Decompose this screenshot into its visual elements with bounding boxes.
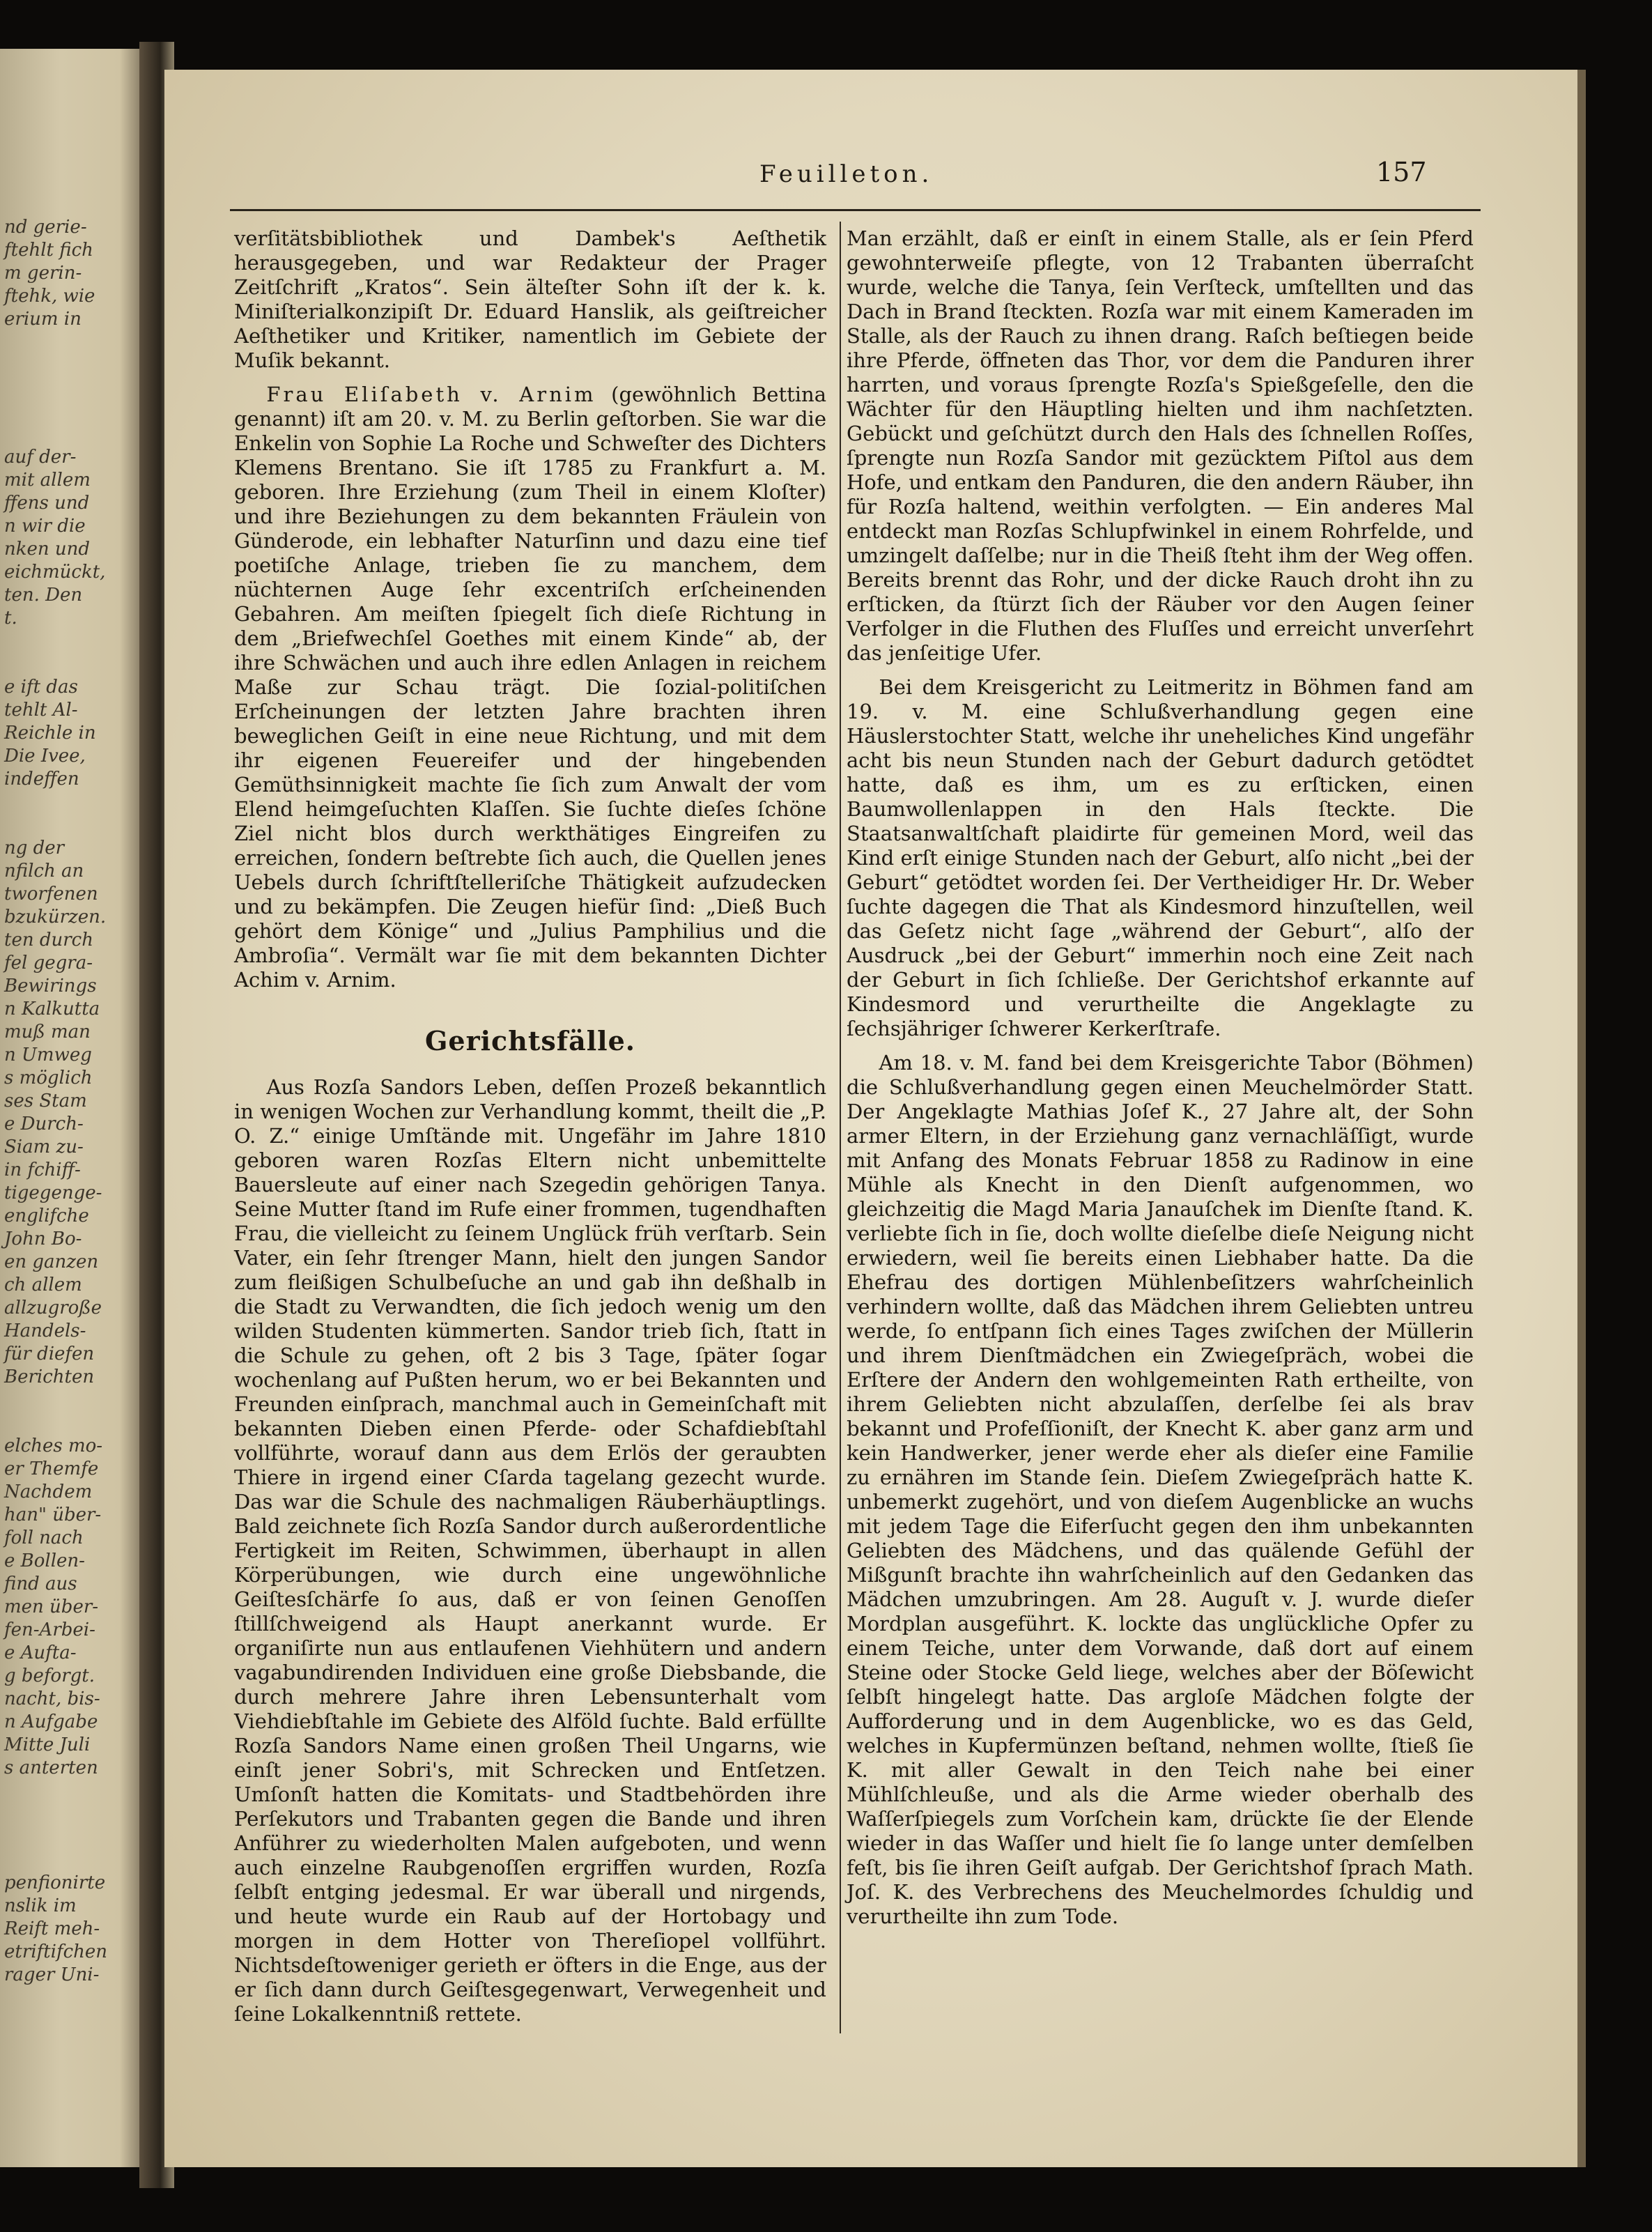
left-page-fragment: find aus (4, 1573, 77, 1594)
left-page-fragment: etriftifchen (4, 1941, 108, 1962)
left-page-fragment: n Aufgabe (4, 1711, 98, 1732)
left-page-fragment: n Kalkutta (4, 999, 100, 1019)
article-leitmeritz-case: Bei dem Kreisgericht zu Leitmeritz in Böhmen fand am 19. v. M. eine Schlußverhandlung gegen eine Häuslerstochter Statt, welche ihr uneheliches Kind ungefähr acht bis neun Stunden nach der Geburt dadurch getödtet hatte, daß es ihm, um es zu erſticken, einen Baumwollenlappen in den Hals ſteckte. Die Staatsanwaltſchaft plaidirte für gemeinen Mord, weil das Kind erſt einige Stunden nach der Geburt, alſo nicht „bei der Geburt“ getödtet worden ſei. Der Vertheidiger Hr. Dr. Weber ſuchte dagegen die That als Kindesmord hinzuſtellen, weil das Geſetz nicht ſage „während der Geburt“, alſo der Ausdruck „bei der Geburt“ immerhin noch eine Zeit nach der Geburt in ſich ſchließe. Der Gerichtshof erkannte auf Kindesmord und verurtheilte die Angeklagte zu ſechsjähriger ſchwerer Kerkerſtrafe. (847, 675, 1474, 1040)
left-page-fragment: John Bo- (4, 1229, 82, 1249)
left-page-fragment: nd gerie- (4, 217, 87, 238)
left-page-fragment: ffens und (4, 493, 90, 514)
left-page-fragment: tworfenen (4, 884, 98, 905)
left-page-fragment: erium in (4, 309, 82, 330)
left-page-fragment: penfionirte (4, 1872, 106, 1893)
left-page-fragment: ten. Den (4, 585, 83, 606)
left-page-fragment: tehlt Al- (4, 700, 78, 721)
left-page-fragment: mit allem (4, 470, 91, 491)
left-page-fragment: eichmückt, (4, 562, 106, 583)
left-column (234, 226, 826, 2026)
left-page-fragment: s möglich (4, 1068, 93, 1088)
left-page-fragment: ftehlt fich (4, 240, 93, 261)
left-page-fragment: fel gegra- (4, 953, 93, 973)
article-arnim-obituary (234, 383, 826, 992)
left-page-fragment: ng der (4, 838, 65, 859)
left-page-fragment: auf der- (4, 447, 77, 468)
running-header-title: Feuilleton. (759, 160, 934, 188)
left-page-fragment: Die Ivee, (4, 746, 86, 767)
left-page-fragment: g beforgt. (4, 1665, 95, 1686)
left-page-fragment: er Themfe (4, 1459, 99, 1479)
left-page-fragment: e ift das (4, 677, 78, 698)
left-page-fragment: nslik im (4, 1895, 77, 1916)
article-hanslik-continuation: verſitätsbibliothek und Dambek's Aeſthetik herausgegeben, und war Redakteur der Prager Zeitſchrift „Kratos“. Sein älteſter Sohn iſt der k. k. Miniſterialkonzipiſt Dr. Eduard Hanslik, als geiſtreicher Aeſthetiker und Kritiker, namentlich im Gebiete der Muſik bekannt. (234, 226, 826, 372)
left-page-fragment: in fchiff- (4, 1160, 81, 1180)
left-page-fragment: allzugroße (4, 1298, 102, 1318)
left-page-fragment: Reift meh- (4, 1918, 100, 1939)
left-page-fragment: ten durch (4, 930, 93, 950)
left-page-fragment: n wir die (4, 516, 86, 537)
left-page-fragment: englifche (4, 1206, 89, 1226)
left-page-fragment: han" über- (4, 1504, 102, 1525)
left-page-fragment: Mitte Juli (4, 1734, 91, 1755)
column-divider (840, 222, 841, 2033)
left-page-fragment: foll nach (4, 1527, 84, 1548)
left-page-fragment: n Umweg (4, 1045, 92, 1065)
left-page-fragment: s anterten (4, 1757, 98, 1778)
left-page-fragment: en ganzen (4, 1252, 99, 1272)
left-page-fragment: tigegenge- (4, 1183, 102, 1203)
left-page-fragment: Reichle in (4, 723, 96, 744)
article-tabor-case: Am 18. v. M. fand bei dem Kreisgerichte Tabor (Böhmen) die Schlußverhandlung gegen einen Meuchelmörder Statt. Der Angeklagte Mathias Joſef K., 27 Jahre alt, der Sohn armer Eltern, in der Erziehung ganz vernachläſſigt, wurde mit Anfang des Monats Februar 1858 zu Radinow in eine Mühle als Knecht in den Dienſt aufgenommen, wo gleichzeitig die Magd Maria Janauſchek im Dienſte ſtand. K. verliebte ſich in ſie, doch wollte dieſelbe dieſe Neigung nicht erwiedern, weil ſie bereits einen Liebhaber hatte. Da die Ehefrau des dortigen Mühlenbeſitzers wahrſcheinlich verhindern wollte, daß das Mädchen ihrem Geliebten untreu werde, ſo entſpann ſich eines Tages zwiſchen der Müllerin und ihrem Dienſtmädchen ein Zwiegeſpräch, wobei die Erſtere der Andern den wohlgemeinten Rath ertheilte, von ihrem Geliebten nicht abzulaſſen, derſelbe ſei als brav bekannt und Profeſſioniſt, der Knecht K. aber ganz arm und kein Handwerker, jener werde eher als dieſer eine Familie zu ernähren im Stande ſein. Dieſem Zwiegeſpräch hatte K. unbemerkt zugehört, und von dieſem Augenblicke an wuchs mit jedem Tage die Eiferſucht gegen den ihm unbekannten Geliebten des Mädchens, und das quälende Gefühl der Mißgunſt brachte ihn wahrſcheinlich auf den Gedanken das Mädchen umzubringen. Am 28. Auguſt v. J. wurde dieſer Mordplan ausgeführt. K. lockte das unglückliche Opfer zu einem Teiche, unter dem Vorwande, daß dort auf einem Steine oder Stocke Geld liege, welches aber der Böſewicht ſelbſt hingelegt hatte. Das argloſe Mädchen folgte der Aufforderung und in dem Augenblicke, wo es das Geld, welches in Kupfermünzen beſtand, nehmen wollte, ſtieß ſie K. mit aller Gewalt in den Teich nahe bei einer Mühlſchleuße, und als die Arme wieder oberhalb des Waſſerſpiegels zum Vorſchein kam, drückte ſie der Elende wieder in das Waſſer und hielt ſie ſo lange unter demſelben feſt, bis ſie ihren Geiſt aufgab. Der Gerichtshof ſprach Math. Joſ. K. des Verbrechens des Meuchelmordes ſchuldig und verurtheilte ihn zum Tode. (847, 1051, 1474, 1928)
left-page-fragment: ftehk, wie (4, 286, 95, 307)
header-rule (230, 209, 1481, 211)
left-page-fragment: ses Stam (4, 1091, 87, 1111)
left-page-fragment: indeffen (4, 769, 79, 790)
article-rozsa-sandor: Aus Rozſa Sandors Leben, deſſen Prozeß bekanntlich in wenigen Wochen zur Verhandlung kommt, theilt die „P. O. Z.“ einige Umſtände mit. Ungefähr im Jahre 1810 geboren waren Rozſas Eltern nicht unbemittelte Bauersleute auf einer nach Szegedin gehörigen Tanya. Seine Mutter ſtand im Rufe einer frommen, tugendhaften Frau, die vielleicht zu ſeinem Unglück früh verſtarb. Sein Vater, ein ſehr ſtrenger Mann, hielt den jungen Sandor zum fleißigen Schulbeſuche an und gab ihn deßhalb in die Stadt zu Verwandten, die ſich jedoch wenig um den wilden Studenten kümmerten. Sandor trieb ſich, ſtatt in die Schule zu gehen, oft 2 bis 3 Tage, ſpäter ſogar wochenlang auf Pußten herum, wo er bei Bekannten und Freunden einſprach, manchmal auch in Gemeinſchaft mit bekannten Dieben einen Pferde- oder Schafdiebſtahl vollführte, worauf dann aus dem Erlös der geraubten Thiere in irgend einer Cſarda tagelang gezecht wurde. Das war die Schule des nachmaligen Räuberhäuptlings. Bald zeichnete ſich Rozſa Sandor durch außerordentliche Fertigkeit im Reiten, Schwimmen, überhaupt in allen Körperübungen, wie durch eine ungewöhnliche Geiſtesſchärfe ſo aus, daß er von ſeinen Genoſſen ſtillſchweigend als Haupt anerkannt wurde. Er organiſirte nun aus entlaufenen Viehhütern und andern vagabundirenden Individuen eine große Diebsbande, die durch mehrere Jahre ihren Lebensunterhalt vom Viehdiebſtahle im Gebiete des Alföld ſuchte. Bald erfüllte Rozſa Sandors Name einen großen Theil Ungarns, wie einſt jener Sobri's, mit Schrecken und Entſetzen. Umſonſt hatten die Komitats- und Stadtbehörden ihre Perſekutors und Trabanten gegen die Bande und ihren Anführer zu wiederholten Malen aufgeboten, und wenn auch einzelne Raubgenoſſen ergriffen wurden, Rozſa ſelbſt entging jedesmal. Er war überall und nirgends, und heute wurde ein Raub auf der Hortobagy und morgen in dem Hotter von Thereſiopel vollführt. Nichtsdeſtoweniger gerieth er öfters in die Enge, aus der er ſich dann durch Geiſtesgegenwart, Verwegenheit und ſeine Lokalkenntniß rettete. (234, 1075, 826, 2026)
arnim-text: (gewöhnlich Bettina genannt) iſt am 20. v. M. zu Berlin geſtorben. Sie war die Enkelin von Sophie La Roche und Schweſter des Dichters Klemens Brentano. Sie iſt 1785 zu Frankfurt a. M. geboren. Ihre Erziehung (zum Theil in einem Kloſter) und ihre Beziehungen zu dem bekannten Fräulein von Günderode, ein lebhafter Naturſinn und dazu eine tief poetiſche Anlage, trieben ſie zu manchem, dem nüchternen Auge ſehr excentriſch erſcheinenden Gebahren. Am meiſten ſpiegelt ſich dieſe Richtung in dem „Briefwechſel Goethes mit einem Kinde“ ab, der ihre Schwächen und auch ihre edlen Anlagen in reichem Maße zur Schau trägt. Die ſozial-politiſchen Erſcheinungen der letzten Jahre brachten ihren beweglichen Geiſt in eine neue Richtung, und mit dem ihr eigenen Feuereifer und der hingebenden Gemüthsinnigkeit machte ſie ſich zum Anwalt der vom Elend heimgeſuchten Klaſſen. Sie ſuchte dieſes ſchöne Ziel nicht blos durch werkthätiges Eingreifen zu erreichen, ſondern beſtrebte ſich auch, die Quellen jenes Uebels durch ſchriftſtelleriſche Thätigkeit aufzudecken und zu bekämpfen. Die Zeugen hiefür ſind: „Dieß Buch gehört dem Könige“ und „Julius Pamphilius und die Ambroſia“. Vermält war ſie mit dem bekannten Dichter Achim v. Arnim. (234, 383, 827, 992)
left-page-fragment: bzukürzen. (4, 907, 107, 928)
arnim-name: Frau Eliſabeth v. Arnim (266, 383, 596, 406)
left-page-fragment: e Bollen- (4, 1550, 85, 1571)
left-page-fragment: t. (4, 608, 17, 629)
left-page-fragment: für diefen (4, 1344, 95, 1364)
left-page-fragment: nacht, bis- (4, 1688, 100, 1709)
left-page-fragment: men über- (4, 1596, 99, 1617)
left-page-fragment: Handels- (4, 1321, 86, 1341)
left-page-fragment: e Durch- (4, 1114, 84, 1134)
left-page-fragment: elches mo- (4, 1436, 103, 1456)
adjacent-left-page (0, 49, 150, 2167)
left-page-fragment: e Aufta- (4, 1642, 77, 1663)
left-page-fragment: muß man (4, 1022, 91, 1042)
left-page-fragment: fen-Arbei- (4, 1619, 95, 1640)
left-page-fragment: ch allem (4, 1275, 82, 1295)
left-page-fragment: nfilch an (4, 861, 84, 882)
left-page-fragment: Nachdem (4, 1481, 93, 1502)
left-page-fragment: Bewirings (4, 976, 97, 996)
left-page-fragment: m gerin- (4, 263, 82, 284)
article-rozsa-continuation: Man erzählt, daß er einſt in einem Stalle, als er ſein Pferd gewohnterweiſe pflegte, von 12 Trabanten überraſcht wurde, welche die Tanya, ſein Verſteck, umſtellten und das Dach in Brand ſteckten. Rozſa war mit einem Kameraden im Stalle, als der Rauch zu ihnen drang. Raſch beſtiegen beide ihre Pferde, öffneten das Thor, vor dem die Panduren ihrer harrten, und voraus ſprengte Rozſa's Spießgeſelle, den die Wächter für den Häuptling hielten und ihm nachſetzten. Gebückt und geſchützt durch den Hals des ſchnellen Roſſes, ſprengte nun Rozſa Sandor mit gezücktem Piſtol aus dem Hofe, und entkam den Panduren, die den andern Räuber, ihn für Rozſa haltend, weithin verfolgten. — Ein anderes Mal entdeckt man Rozſas Schlupfwinkel in einem Rohrfelde, und umzingelt daſſelbe; nur in die Theiß ſteht ihm der Weg offen. Bereits brennt das Rohr, und der dicke Rauch droht ihn zu erſticken, da ſtürzt ſich der Räuber vor den Augen ſeiner Verfolger in die Fluthen des Fluſſes und erreicht unverſehrt das jenſeitige Ufer. (847, 226, 1474, 665)
section-heading: Gerichtsfälle. (424, 1025, 636, 1056)
page-number: 157 (1376, 157, 1427, 187)
left-page-fragment: Siam zu- (4, 1137, 84, 1157)
left-page-fragment: rager Uni- (4, 1964, 100, 1985)
left-page-fragment: Berichten (4, 1367, 95, 1387)
left-page-fragment: nken und (4, 539, 91, 560)
right-column (847, 226, 1474, 1929)
